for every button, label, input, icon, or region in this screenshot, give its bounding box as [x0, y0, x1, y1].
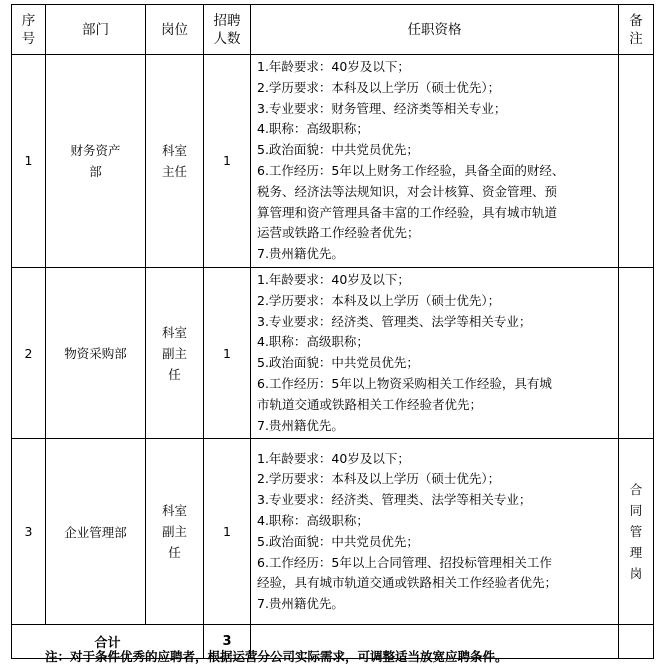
- row-seq: 1: [12, 55, 46, 268]
- row-post: 科室副主任: [146, 267, 204, 438]
- row-qualifications: 1.年龄要求：40岁及以下； 2.学历要求：本科及以上学历（硕士优先）； 3.专业要求：财务管理、经济类等相关专业； 4.职称：高级职称； 5.政治面貌：中共党员优先； 6.工作经历：5年以上财务工作经验，具备全面的财经、 税务、经济法等法规知识，对会计核算、资金管理、预 算管理和资产管理具备丰富的工作经验，具有城市轨道 运营或铁路工作经验者优先； 7.贵州籍优先。: [251, 55, 619, 268]
- row-seq: 2: [12, 267, 46, 438]
- header-seq: 序号: [12, 5, 46, 55]
- row-dept: 企业管理部: [46, 439, 146, 625]
- row-remark: [619, 55, 654, 268]
- row-dept: 财务资产部: [46, 55, 146, 268]
- table-header-row: [12, 5, 654, 55]
- row-post: 科室主任: [146, 55, 204, 268]
- total-label: 合计: [12, 625, 204, 659]
- header-remark: 备注: [619, 5, 654, 55]
- row-count: 1: [204, 267, 251, 438]
- row-count: 1: [204, 55, 251, 268]
- header-post: 岗位: [146, 5, 204, 55]
- header-qual: 任职资格: [251, 5, 619, 55]
- recruitment-table: [11, 4, 654, 659]
- table-row: [12, 439, 654, 625]
- header-count: 招聘人数: [204, 5, 251, 55]
- total-remark-empty: [619, 625, 654, 659]
- row-qualifications: 1.年龄要求：40岁及以下； 2.学历要求：本科及以上学历（硕士优先）； 3.专业要求：经济类、管理类、法学等相关专业； 4.职称：高级职称； 5.政治面貌：中共党员优先； 6.工作经历：5年以上物资采购相关工作经验，具有城 市轨道交通或铁路相关工作经验者优先； 7.贵州籍优先。: [251, 267, 619, 438]
- row-post: 科室副主任: [146, 439, 204, 625]
- total-count: 3: [204, 625, 251, 659]
- row-count: 1: [204, 439, 251, 625]
- row-remark: 合同管理岗: [619, 439, 654, 625]
- table-row: [12, 267, 654, 438]
- row-qualifications: 1.年龄要求：40岁及以下； 2.学历要求：本科及以上学历（硕士优先）； 3.专业要求：经济类、管理类、法学等相关专业； 4.职称：高级职称； 5.政治面貌：中共党员优先； 6.工作经历：5年以上合同管理、招投标管理相关工作 经验，具有城市轨道交通或铁路相关工作经验者优先； 7.贵州籍优先。: [251, 439, 619, 625]
- header-dept: 部门: [46, 5, 146, 55]
- row-dept: 物资采购部: [46, 267, 146, 438]
- table-row: [12, 55, 654, 268]
- row-remark: [619, 267, 654, 438]
- footnote: 注：对于条件优秀的应聘者，根据运营分公司实际需求，可调整适当放宽应聘条件。: [45, 649, 508, 664]
- row-seq: 3: [12, 439, 46, 625]
